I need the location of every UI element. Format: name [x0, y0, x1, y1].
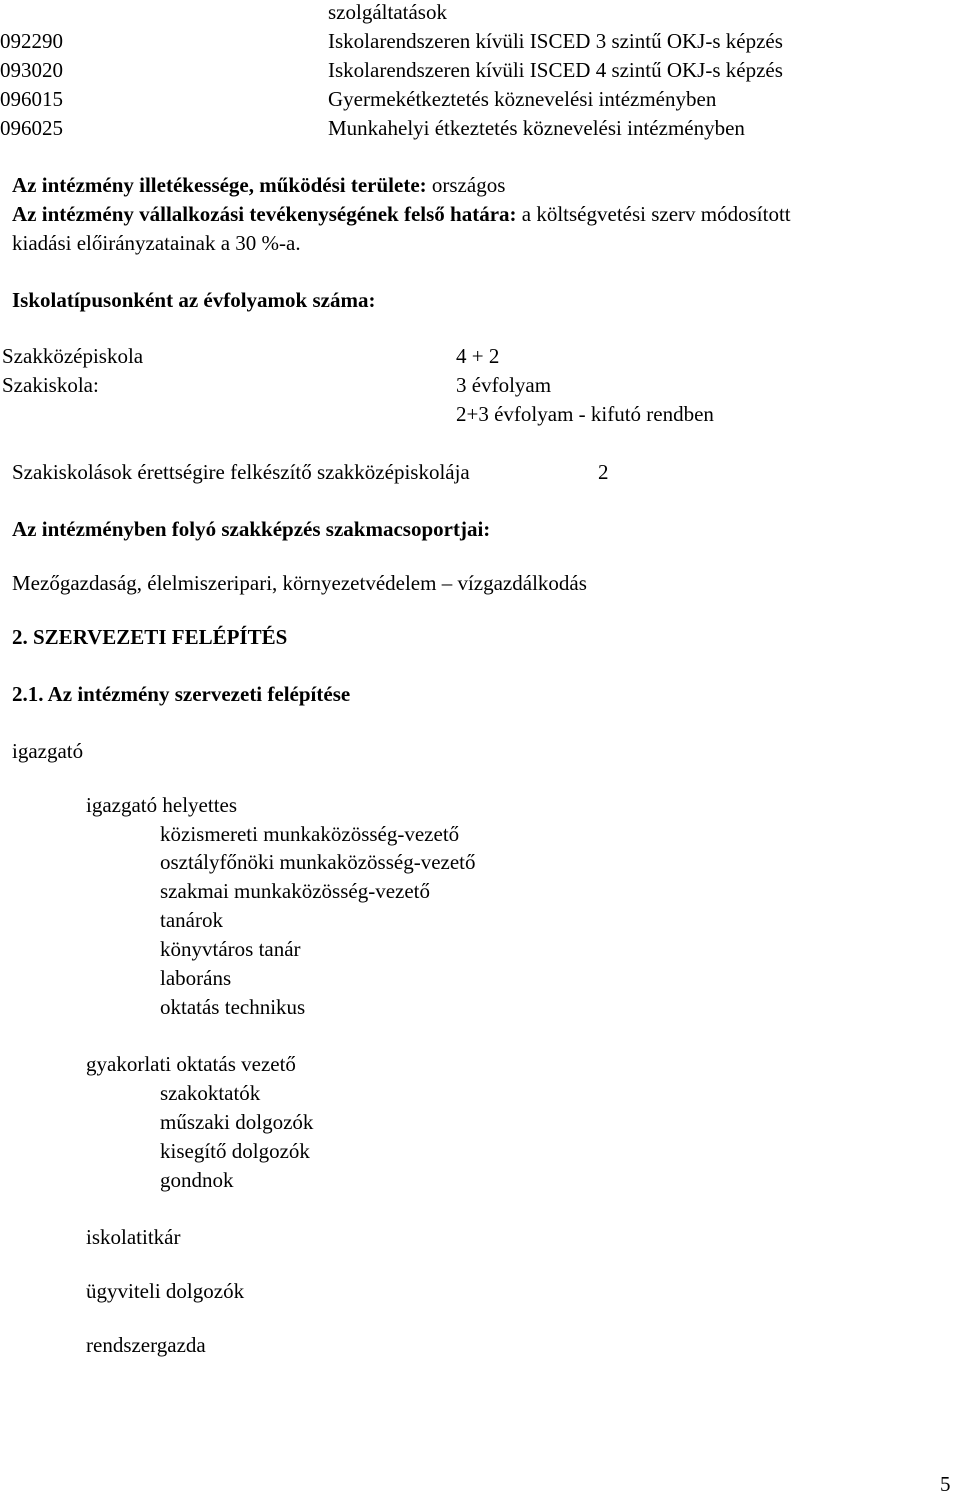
- org-sysadmin: rendszergazda: [86, 1333, 206, 1357]
- grades-row-1-type: Szakközépiskola: [2, 344, 144, 368]
- code-table-top-line: szolgáltatások: [328, 0, 447, 24]
- org-director: igazgató: [12, 739, 84, 763]
- code-row-4-code: 096025: [0, 116, 63, 140]
- competence-line: [12, 175, 505, 196]
- code-row-2-desc: Iskolarendszeren kívüli ISCED 4 szintű OKJ-s képzés: [328, 58, 783, 82]
- competence-value: országos: [426, 173, 506, 197]
- grades-row-3-value: 2+3 évfolyam - kifutó rendben: [456, 402, 714, 426]
- enterprise-label: Az intézmény vállalkozási tevékenységének felső határa:: [12, 202, 517, 226]
- org-deputy-item-6: laboráns: [160, 966, 232, 990]
- org-deputy-item-3: szakmai munkaközösség-vezető: [160, 879, 430, 903]
- grades-row-1-value: 4 + 2: [456, 344, 500, 368]
- org-secretary: iskolatitkár: [86, 1225, 181, 1249]
- org-practical-item-4: gondnok: [160, 1168, 234, 1192]
- section2-heading: 2. SZERVEZETI FELÉPÍTÉS: [12, 625, 288, 649]
- competence-label: Az intézmény illetékessége, működési területe:: [12, 173, 427, 197]
- enterprise-line: [12, 204, 791, 225]
- grades-row-2-value: 3 évfolyam: [456, 373, 552, 397]
- code-row-4-desc: Munkahelyi étkeztetés köznevelési intézményben: [328, 116, 745, 140]
- org-deputy-item-4: tanárok: [160, 908, 223, 932]
- sectors-heading: Az intézményben folyó szakképzés szakmacsoportjai:: [12, 517, 491, 541]
- section2-subheading: 2.1. Az intézmény szervezeti felépítése: [12, 682, 351, 706]
- code-row-3-code: 096015: [0, 87, 63, 111]
- sectors-text: Mezőgazdaság, élelmiszeripari, környezetvédelem – vízgazdálkodás: [12, 571, 587, 595]
- org-deputy-item-2: osztályfőnöki munkaközösség-vezető: [160, 850, 476, 874]
- org-deputy-item-7: oktatás technikus: [160, 995, 306, 1019]
- enterprise-value-line1: a költségvetési szerv módosított: [516, 202, 791, 226]
- code-row-1-desc: Iskolarendszeren kívüli ISCED 3 szintű OKJ-s képzés: [328, 29, 783, 53]
- org-practical-item-3: kisegítő dolgozók: [160, 1139, 310, 1163]
- org-practical: gyakorlati oktatás vezető: [86, 1052, 296, 1076]
- enterprise-value-line2: kiadási előirányzatainak a 30 %-a.: [12, 231, 301, 255]
- org-practical-item-1: szakoktatók: [160, 1081, 261, 1105]
- org-admin: ügyviteli dolgozók: [86, 1279, 245, 1303]
- code-row-3-desc: Gyermekétkeztetés köznevelési intézményben: [328, 87, 717, 111]
- grades-heading: Iskolatípusonként az évfolyamok száma:: [12, 288, 376, 312]
- page-number: 5: [940, 1472, 951, 1496]
- org-deputy-item-5: könyvtáros tanár: [160, 937, 301, 961]
- grades-special-value: 2: [598, 460, 609, 484]
- org-deputy: igazgató helyettes: [86, 793, 238, 817]
- code-row-1-code: 092290: [0, 29, 63, 53]
- org-deputy-item-1: közismereti munkaközösség-vezető: [160, 822, 460, 846]
- grades-special-label: Szakiskolások érettségire felkészítő szakközépiskolája: [12, 460, 470, 484]
- code-row-2-code: 093020: [0, 58, 63, 82]
- org-practical-item-2: műszaki dolgozók: [160, 1110, 314, 1134]
- grades-row-2-type: Szakiskola:: [2, 373, 99, 397]
